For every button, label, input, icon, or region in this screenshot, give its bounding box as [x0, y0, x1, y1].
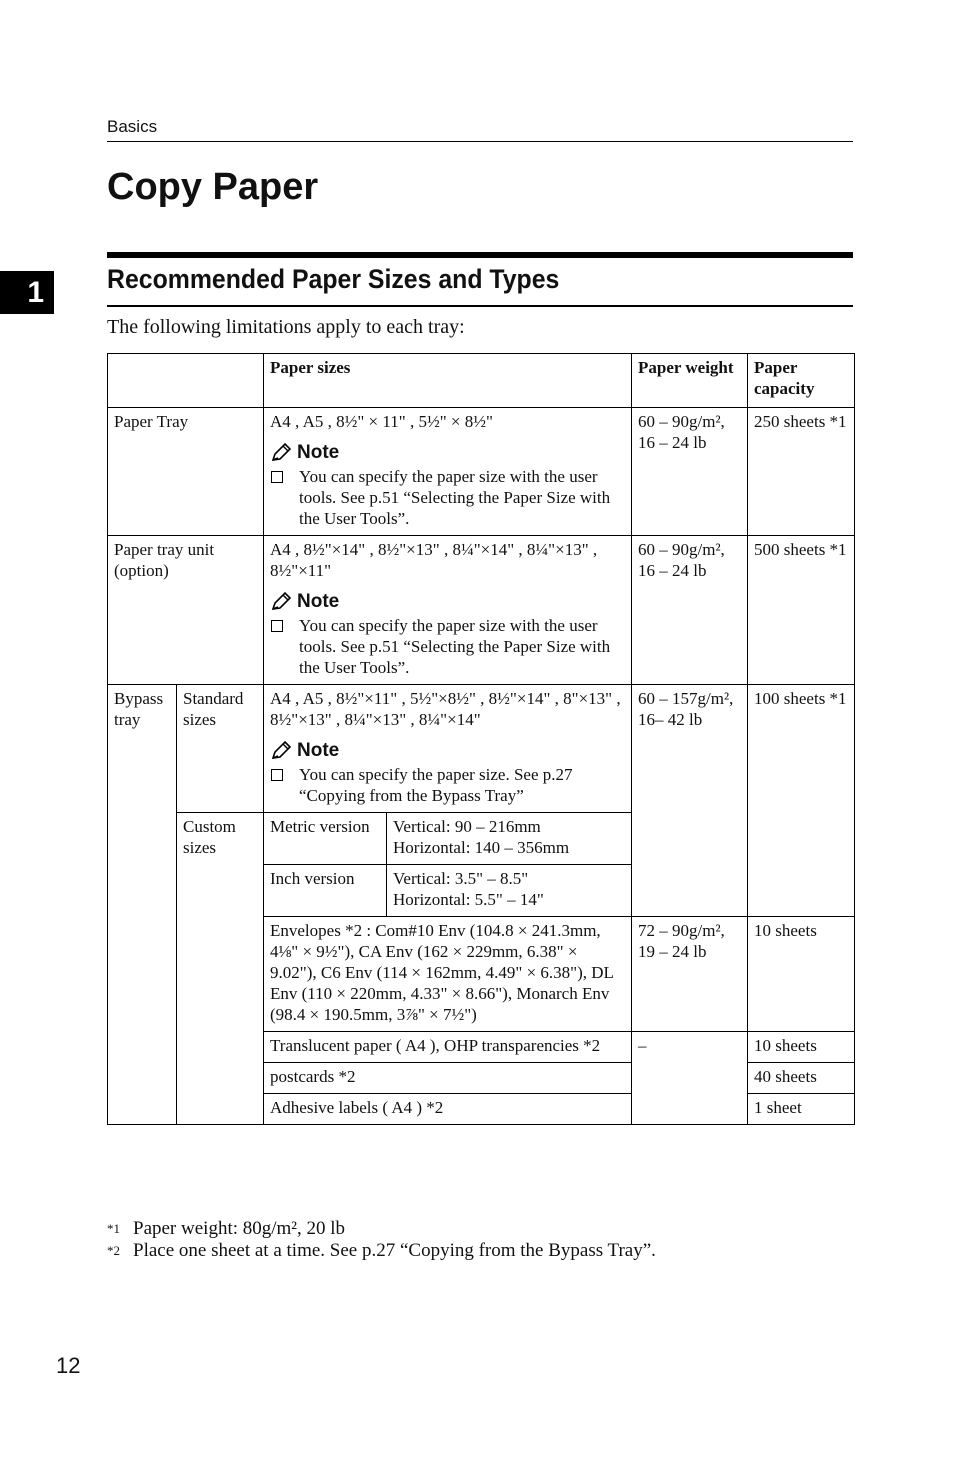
postcards-capacity: 40 sheets	[748, 1063, 855, 1094]
inch-version-values	[387, 865, 632, 917]
section-rule-top	[107, 252, 853, 258]
footnote	[107, 1240, 656, 1262]
paper-tray-capacity: 250 sheets *1	[748, 408, 855, 536]
checkbox-bullet-icon	[271, 769, 283, 781]
standard-sizes-label: Standard sizes	[177, 685, 264, 813]
bypass-standard-sizes-cell	[264, 685, 632, 813]
metric-horizontal: Horizontal: 140 – 356mm	[393, 838, 570, 857]
paper-tray-unit-sizes: A4 , 8½"×14" , 8½"×13" , 8¼"×14" , 8¼"×13" , 8½"×11"	[270, 540, 598, 580]
note-item	[270, 764, 625, 806]
note-item	[270, 615, 625, 678]
custom-sizes-label: Custom sizes	[177, 813, 264, 1125]
section-title: Recommended Paper Sizes and Types	[107, 264, 560, 294]
translucent-weight: –	[632, 1032, 748, 1125]
translucent-sizes: Translucent paper ( A4 ), OHP transparencies *2	[264, 1032, 632, 1063]
footnote-mark: *2	[107, 1243, 120, 1258]
paper-tray-unit-note: You can specify the paper size with the user tools. See p.51 “Selecting the Paper Size with the User Tools”.	[299, 616, 611, 677]
paper-tray-sizes-cell	[264, 408, 632, 536]
checkbox-bullet-icon	[271, 471, 283, 483]
paper-tray-label: Paper Tray	[108, 408, 264, 536]
inch-version-label: Inch version	[264, 865, 387, 917]
footnotes	[107, 1218, 656, 1262]
paper-tray-unit-capacity: 500 sheets *1	[748, 536, 855, 685]
adhesive-capacity: 1 sheet	[748, 1094, 855, 1125]
chapter-tab	[0, 271, 54, 314]
translucent-capacity: 10 sheets	[748, 1032, 855, 1063]
table-header-row	[108, 354, 855, 408]
paper-tray-unit-label: Paper tray unit (option)	[108, 536, 264, 685]
bypass-standard-weight: 60 – 157g/m², 16– 42 lb	[632, 685, 748, 917]
paper-tray-note: You can specify the paper size with the user tools. See p.51 “Selecting the Paper Size with the User Tools”.	[299, 467, 611, 528]
page-title: Copy Paper	[107, 166, 319, 208]
intro-text: The following limitations apply to each tray:	[107, 316, 465, 338]
inch-horizontal: Horizontal: 5.5" – 14"	[393, 890, 544, 909]
note-heading	[270, 442, 625, 463]
paper-tray-sizes: A4 , A5 , 8½" × 11" , 5½" × 8½"	[270, 412, 493, 431]
note-label: Note	[297, 591, 340, 612]
footnote-text: Paper weight: 80g/m², 20 lb	[133, 1218, 346, 1239]
bypass-standard-capacity: 100 sheets *1	[748, 685, 855, 917]
pencil-icon	[270, 741, 292, 761]
metric-vertical: Vertical: 90 – 216mm	[393, 817, 541, 836]
header-paper-weight: Paper weight	[632, 354, 748, 408]
note-heading	[270, 591, 625, 612]
footnote	[107, 1218, 656, 1240]
pencil-icon	[270, 592, 292, 612]
header-rule	[107, 141, 853, 142]
note-heading	[270, 740, 625, 761]
bypass-standard-sizes: A4 , A5 , 8½"×11" , 5½"×8½" , 8½"×14" , 8"×13" , 8½"×13" , 8¼"×13" , 8¼"×14"	[270, 689, 621, 729]
paper-tray-weight: 60 – 90g/m², 16 – 24 lb	[632, 408, 748, 536]
note-item	[270, 466, 625, 529]
running-head: Basics	[107, 117, 158, 136]
note-label: Note	[297, 442, 340, 463]
header-paper-capacity: Paper capacity	[748, 354, 855, 408]
envelopes-capacity: 10 sheets	[748, 917, 855, 1032]
bypass-standard-note: You can specify the paper size. See p.27 “Copying from the Bypass Tray”	[299, 765, 573, 805]
paper-tray-unit-weight: 60 – 90g/m², 16 – 24 lb	[632, 536, 748, 685]
table-row-paper-tray-unit	[108, 536, 855, 685]
table-row-paper-tray	[108, 408, 855, 536]
table-row-bypass-standard	[108, 685, 855, 813]
metric-version-label: Metric version	[264, 813, 387, 865]
envelopes-weight: 72 – 90g/m², 19 – 24 lb	[632, 917, 748, 1032]
pencil-icon	[270, 443, 292, 463]
section-rule-bottom	[107, 305, 853, 307]
adhesive-sizes: Adhesive labels ( A4 ) *2	[264, 1094, 632, 1125]
footnote-text: Place one sheet at a time. See p.27 “Copying from the Bypass Tray”.	[133, 1240, 656, 1261]
note-label: Note	[297, 740, 340, 761]
paper-tray-unit-sizes-cell	[264, 536, 632, 685]
paper-spec-table	[107, 353, 855, 1125]
inch-vertical: Vertical: 3.5" – 8.5"	[393, 869, 529, 888]
page-number: 12	[56, 1353, 81, 1378]
header-paper-sizes: Paper sizes	[264, 354, 632, 408]
bypass-tray-label: Bypass tray	[108, 685, 177, 1125]
postcards-sizes: postcards *2	[264, 1063, 632, 1094]
checkbox-bullet-icon	[271, 620, 283, 632]
envelopes-sizes: Envelopes *2 : Com#10 Env (104.8 × 241.3mm, 4⅛" × 9½"), CA Env (162 × 229mm, 6.38" × 9.02"), C6 Env (114 × 162mm, 4.49" × 6.38"), DL Env (110 × 220mm, 4.33" × 8.66"), Monarch Env (98.4 × 190.5mm, 3⅞" × 7½")	[264, 917, 632, 1032]
header-empty-cell	[108, 354, 264, 408]
chapter-number: 1	[27, 275, 44, 309]
metric-version-values	[387, 813, 632, 865]
footnote-mark: *1	[107, 1221, 120, 1236]
